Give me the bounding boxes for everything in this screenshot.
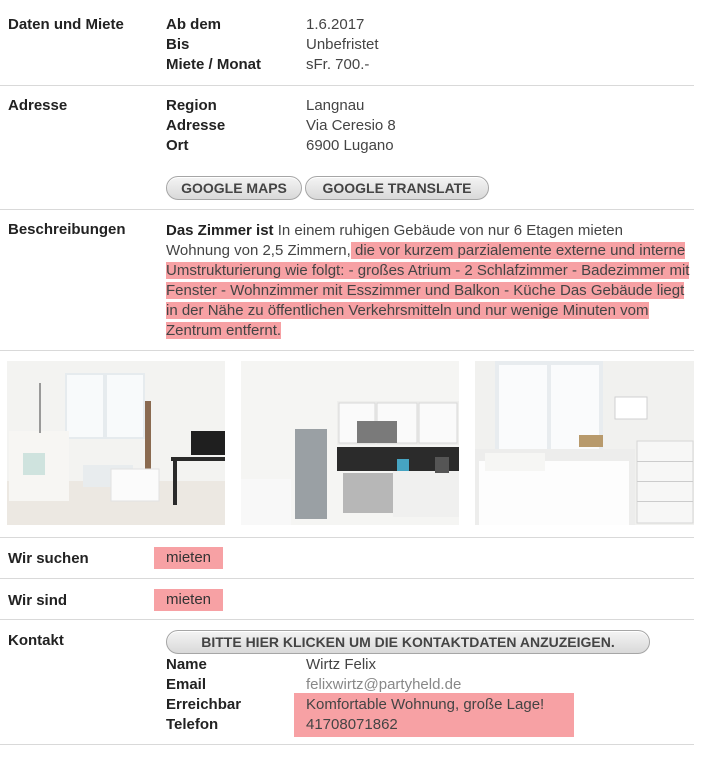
divider: [0, 537, 694, 538]
show-contact-button[interactable]: BITTE HIER KLICKEN UM DIE KONTAKTDATEN ANZUZEIGEN.: [166, 630, 650, 654]
divider: [0, 350, 694, 351]
region-label: Region: [166, 97, 217, 114]
google-translate-button[interactable]: GOOGLE TRANSLATE: [305, 176, 489, 200]
divider: [0, 619, 694, 620]
contact-name-value: Wirtz Felix: [306, 656, 376, 673]
contact-name-label: Name: [166, 656, 207, 673]
contact-availability-label: Erreichbar: [166, 696, 242, 713]
description-text: [166, 221, 691, 341]
dates-section-label: Daten und Miete: [8, 16, 124, 33]
city-label: Ort: [166, 137, 189, 154]
divider: [0, 209, 694, 210]
contact-section-label: Kontakt: [8, 632, 64, 649]
photo-bedroom[interactable]: [475, 361, 694, 525]
looking-for-value: mieten: [154, 547, 223, 569]
contact-phone-value: 41708071862: [306, 716, 398, 733]
description-section-label: Beschreibungen: [8, 221, 126, 238]
divider: [0, 744, 694, 745]
contact-phone-label: Telefon: [166, 716, 219, 733]
description-lead: Das Zimmer ist: [166, 222, 274, 239]
street-value: Via Ceresio 8: [306, 117, 396, 134]
start-date-value: 1.6.2017: [306, 16, 365, 33]
contact-email-value[interactable]: felixwirtz@partyheld.de: [306, 676, 462, 693]
looking-for-label: Wir suchen: [8, 550, 89, 567]
contact-availability-value: Komfortable Wohnung, große Lage!: [306, 696, 545, 713]
description-highlight: die vor kurzem parzialemente externe und interne Umstrukturierung wie folgt: - großes Atrium - 2 Schlafzimmer - Badezimmer mit Fenster - Wohnzimmer mit Esszimmer und Balkon - Küche Das Gebäude liegt in der Nähe zu öffentlichen Verkehrsmitteln und nur wenige Minuten vom Zentrum entfernt.: [166, 242, 690, 339]
end-date-value: Unbefristet: [306, 36, 379, 53]
photo-kitchen[interactable]: [241, 361, 459, 525]
rent-value: sFr. 700.-: [306, 56, 370, 73]
divider: [0, 85, 694, 86]
address-section-label: Adresse: [8, 97, 68, 114]
we-are-label: Wir sind: [8, 592, 68, 609]
street-label: Adresse: [166, 117, 226, 134]
end-date-label: Bis: [166, 36, 190, 53]
city-value: 6900 Lugano: [306, 137, 394, 154]
photo-living-room[interactable]: [7, 361, 225, 525]
divider: [0, 578, 694, 579]
region-value: Langnau: [306, 97, 365, 114]
rent-label: Miete / Monat: [166, 56, 262, 73]
contact-email-label: Email: [166, 676, 207, 693]
description-plain: In einem ruhigen Gebäude von nur 6 Etagen mieten Wohnung von 2,5 Zimmern,: [166, 222, 623, 259]
start-date-label: Ab dem: [166, 16, 222, 33]
google-maps-button[interactable]: GOOGLE MAPS: [166, 176, 302, 200]
we-are-value: mieten: [154, 589, 223, 611]
